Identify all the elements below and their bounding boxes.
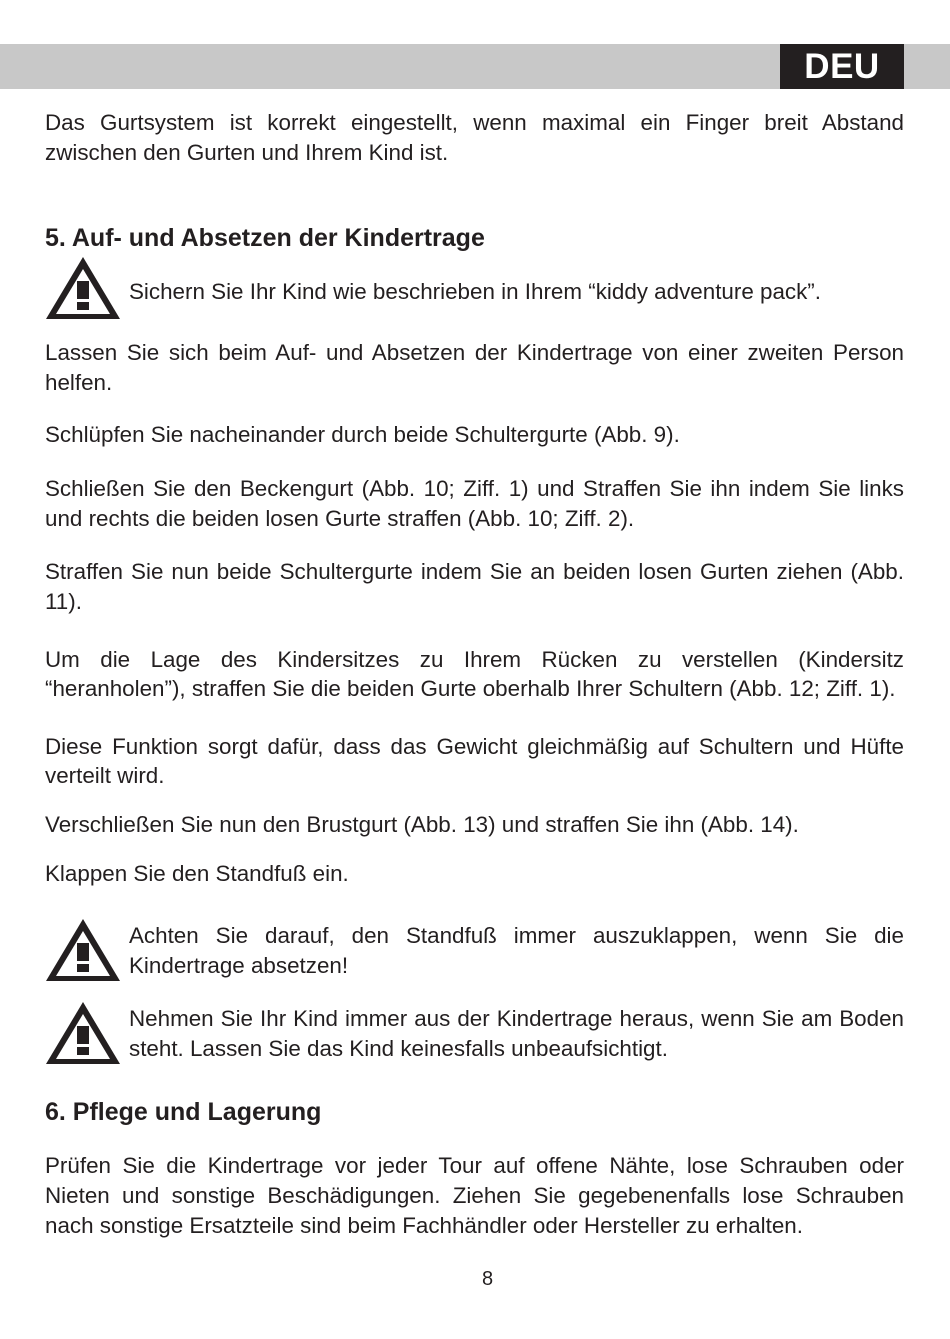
warning-triangle-icon (45, 918, 121, 982)
paragraph-chest-strap: Verschließen Sie nun den Brustgurt (Abb. 13) und straffen Sie ihn (Abb. 14). (45, 812, 799, 837)
warning-text-remove-child: Nehmen Sie Ihr Kind immer aus der Kindertrage heraus, wenn Sie am Boden steht. Lassen Sie das Kind keinesfalls unbeaufsichtigt. (129, 1006, 904, 1061)
paragraph-hip-belt: Schließen Sie den Beckengurt (Abb. 10; Ziff. 1) und Straffen Sie ihn indem Sie links und rechts die beiden losen Gurte straffen (Abb. 10; Ziff. 2). (45, 476, 904, 531)
paragraph-tighten-straps: Straffen Sie nun beide Schultergurte indem Sie an beiden losen Gurten ziehen (Abb. 11). (45, 559, 904, 614)
page-number: 8 (481, 1268, 494, 1290)
paragraph-fold-stand: Klappen Sie den Standfuß ein. (45, 861, 349, 886)
paragraph-shoulder-straps: Schlüpfen Sie nacheinander durch beide Schultergurte (Abb. 9). (45, 422, 680, 447)
paragraph-weight-distribution: Diese Funktion sorgt dafür, dass das Gewicht gleichmäßig auf Schultern und Hüfte verteilt wird. (45, 734, 904, 788)
paragraph-adjust-position: Um die Lage des Kindersitzes zu Ihrem Rücken zu verstellen (Kindersitz “heranholen”), straffen Sie die beiden Gurte oberhalb Ihrer Schultern (Abb. 12; Ziff. 1). (45, 647, 904, 701)
warning-triangle-icon (45, 1001, 121, 1065)
warning-text-secure-child: Sichern Sie Ihr Kind wie beschrieben in Ihrem “kiddy adventure pack”. (129, 279, 821, 304)
section-heading-6: 6. Pflege und Lagerung (45, 1098, 322, 1126)
warning-text-unfold-stand: Achten Sie darauf, den Standfuß immer auszuklappen, wenn Sie die Kindertrage absetzen! (129, 923, 904, 978)
paragraph-belt-fit: Das Gurtsystem ist korrekt eingestellt, wenn maximal ein Finger breit Abstand zwischen den Gurten und Ihrem Kind ist. (45, 110, 904, 165)
section-heading-5: 5. Auf- und Absetzen der Kindertrage (45, 224, 485, 252)
language-badge: DEU (780, 44, 904, 89)
paragraph-get-help: Lassen Sie sich beim Auf- und Absetzen der Kindertrage von einer zweiten Person helfen. (45, 340, 904, 395)
paragraph-care-storage: Prüfen Sie die Kindertrage vor jeder Tour auf offene Nähte, lose Schrauben oder Nieten und sonstige Beschädigungen. Ziehen Sie gegebenenfalls lose Schrauben nach sonstige Ersatzteile sind beim Fachhändler oder Hersteller zu erhalten. (45, 1153, 904, 1238)
warning-triangle-icon (45, 256, 121, 320)
